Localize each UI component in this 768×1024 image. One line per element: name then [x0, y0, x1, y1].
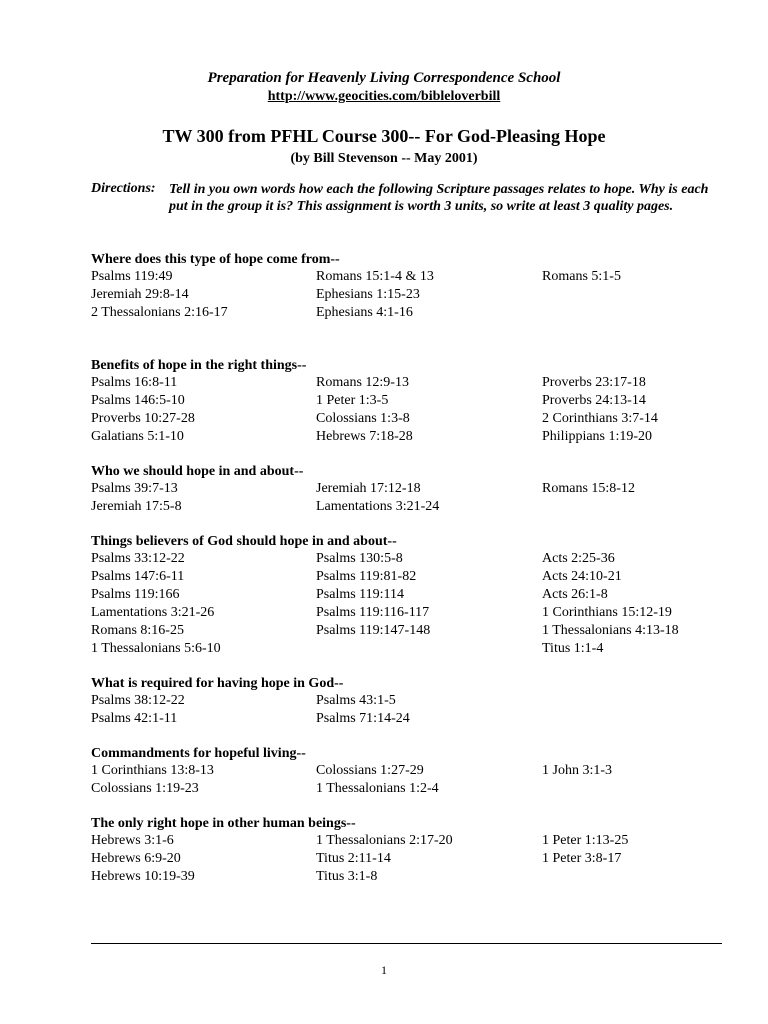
scripture-reference: Psalms 33:12-22	[91, 551, 185, 566]
passage-row	[91, 428, 731, 446]
passage-row	[91, 762, 731, 780]
scripture-reference: Titus 2:11-14	[316, 851, 391, 866]
scripture-reference: Lamentations 3:21-24	[316, 499, 440, 514]
scripture-reference: Proverbs 23:17-18	[542, 375, 646, 390]
scripture-reference: Ephesians 1:15-23	[316, 287, 420, 302]
school-url-link[interactable]: http://www.geocities.com/bibleloverbill	[267, 89, 501, 104]
passage-row	[91, 850, 731, 868]
scripture-reference: Psalms 119:49	[91, 269, 173, 284]
section-heading: Things believers of God should hope in and about--	[91, 534, 397, 549]
scripture-reference: Proverbs 10:27-28	[91, 411, 195, 426]
scripture-reference: Psalms 130:5-8	[316, 551, 403, 566]
school-name: Preparation for Heavenly Living Correspondence School	[207, 70, 561, 86]
scripture-reference: 1 Corinthians 13:8-13	[91, 763, 214, 778]
passage-row	[91, 710, 731, 728]
scripture-reference: Acts 2:25-36	[542, 551, 615, 566]
scripture-reference: Titus 3:1-8	[316, 869, 378, 884]
scripture-reference: Lamentations 3:21-26	[91, 605, 215, 620]
scripture-reference: 2 Corinthians 3:7-14	[542, 411, 658, 426]
passage-row	[91, 304, 731, 322]
author-byline: (by Bill Stevenson -- May 2001)	[290, 151, 478, 166]
section-heading: Benefits of hope in the right things--	[91, 358, 307, 373]
scripture-reference: Hebrews 3:1-6	[91, 833, 174, 848]
scripture-reference: Psalms 119:166	[91, 587, 180, 602]
scripture-reference: 1 Thessalonians 1:2-4	[316, 781, 439, 796]
footer-rule	[91, 943, 722, 944]
scripture-reference: Psalms 147:6-11	[91, 569, 185, 584]
directions-text: Tell in you own words how each the following Scripture passages relates to hope. Why is each put in the group it is? This assignment is worth 3 units, so write at least 3 quality pages.	[169, 182, 709, 214]
scripture-reference: 1 Corinthians 15:12-19	[542, 605, 672, 620]
scripture-section	[91, 815, 731, 886]
scripture-reference: Romans 5:1-5	[542, 269, 621, 284]
scripture-reference: 1 John 3:1-3	[542, 763, 612, 778]
directions-label: Directions:	[91, 181, 156, 196]
page-number: 1	[381, 963, 387, 977]
scripture-reference: Jeremiah 17:12-18	[316, 481, 421, 496]
passage-row	[91, 498, 731, 516]
passage-row	[91, 832, 731, 850]
passage-row	[91, 622, 731, 640]
scripture-sections	[91, 251, 731, 903]
scripture-reference: 1 Thessalonians 4:13-18	[542, 623, 679, 638]
scripture-reference: Galatians 5:1-10	[91, 429, 184, 444]
scripture-reference: 1 Peter 1:13-25	[542, 833, 629, 848]
passage-row	[91, 480, 731, 498]
passage-row	[91, 586, 731, 604]
scripture-reference: Psalms 119:114	[316, 587, 405, 602]
section-heading: What is required for having hope in God--	[91, 676, 344, 691]
passage-row	[91, 374, 731, 392]
scripture-section	[91, 675, 731, 728]
scripture-reference: 1 Peter 1:3-5	[316, 393, 389, 408]
scripture-reference: Psalms 71:14-24	[316, 711, 410, 726]
passage-row	[91, 640, 731, 658]
scripture-reference: Romans 8:16-25	[91, 623, 184, 638]
scripture-section	[91, 357, 731, 446]
passage-row	[91, 410, 731, 428]
scripture-reference: Psalms 43:1-5	[316, 693, 396, 708]
scripture-reference: Colossians 1:27-29	[316, 763, 424, 778]
scripture-reference: Hebrews 10:19-39	[91, 869, 195, 884]
section-heading: Where does this type of hope come from--	[91, 252, 340, 267]
scripture-reference: 1 Thessalonians 2:17-20	[316, 833, 453, 848]
scripture-reference: Psalms 119:116-117	[316, 605, 430, 620]
document-title: TW 300 from PFHL Course 300-- For God-Pleasing Hope	[162, 126, 606, 146]
passage-row	[91, 868, 731, 886]
scripture-reference: Romans 15:8-12	[542, 481, 635, 496]
scripture-reference: Jeremiah 29:8-14	[91, 287, 189, 302]
scripture-reference: Hebrews 7:18-28	[316, 429, 413, 444]
scripture-reference: 1 Peter 3:8-17	[542, 851, 622, 866]
scripture-reference: Jeremiah 17:5-8	[91, 499, 182, 514]
scripture-reference: Philippians 1:19-20	[542, 429, 653, 444]
scripture-reference: Psalms 38:12-22	[91, 693, 185, 708]
scripture-section	[91, 745, 731, 798]
scripture-reference: Colossians 1:3-8	[316, 411, 410, 426]
scripture-reference: Proverbs 24:13-14	[542, 393, 646, 408]
scripture-reference: Acts 26:1-8	[542, 587, 608, 602]
passage-row	[91, 286, 731, 304]
scripture-reference: Colossians 1:19-23	[91, 781, 199, 796]
scripture-section	[91, 533, 731, 658]
scripture-section	[91, 463, 731, 516]
scripture-reference: Titus 1:1-4	[542, 641, 604, 656]
scripture-reference: Hebrews 6:9-20	[91, 851, 181, 866]
scripture-reference: Psalms 119:81-82	[316, 569, 417, 584]
section-heading: Who we should hope in and about--	[91, 464, 304, 479]
section-heading: The only right hope in other human beings--	[91, 816, 356, 831]
scripture-reference: 2 Thessalonians 2:16-17	[91, 305, 228, 320]
passage-row	[91, 392, 731, 410]
scripture-reference: Romans 12:9-13	[316, 375, 409, 390]
passage-row	[91, 780, 731, 798]
section-heading: Commandments for hopeful living--	[91, 746, 306, 761]
scripture-reference: Ephesians 4:1-16	[316, 305, 413, 320]
passage-row	[91, 268, 731, 286]
scripture-reference: Psalms 16:8-11	[91, 375, 178, 390]
scripture-reference: Psalms 39:7-13	[91, 481, 178, 496]
scripture-reference: 1 Thessalonians 5:6-10	[91, 641, 221, 656]
passage-row	[91, 692, 731, 710]
scripture-section	[91, 251, 731, 322]
scripture-reference: Psalms 119:147-148	[316, 623, 431, 638]
scripture-reference: Romans 15:1-4 & 13	[316, 269, 434, 284]
passage-row	[91, 604, 731, 622]
passage-row	[91, 568, 731, 586]
scripture-reference: Psalms 146:5-10	[91, 393, 185, 408]
scripture-reference: Psalms 42:1-11	[91, 711, 178, 726]
passage-row	[91, 550, 731, 568]
scripture-reference: Acts 24:10-21	[542, 569, 622, 584]
